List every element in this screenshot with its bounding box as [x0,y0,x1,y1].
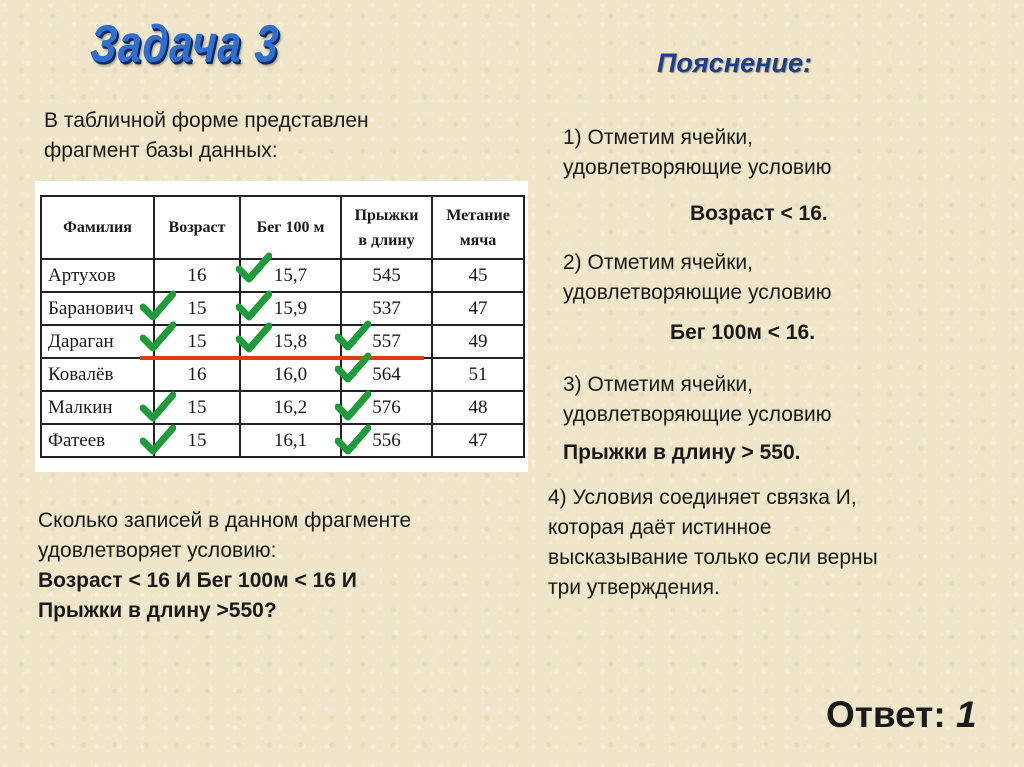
intro-line-1: В табличной форме представлен [44,109,369,132]
check-icon [140,391,176,423]
cell-throw: 47 [432,292,524,325]
cell-throw: 47 [432,424,524,457]
cell-age: 15 [154,424,240,457]
header-jump-line-2: в длину [358,231,415,249]
answer [826,694,977,736]
header-name: Фамилия [41,196,154,259]
header-age: Возраст [154,196,240,259]
cell-name: Баранович [41,292,154,325]
cell-jump: 557 [341,325,432,358]
explanation-heading: Пояснение: [657,48,812,78]
answer-label: Ответ: [826,694,946,735]
header-jump [341,196,432,259]
strike-line [140,356,424,360]
cell-jump: 576 [341,391,432,424]
table-header-row [41,196,524,259]
table-row [41,424,524,457]
step-4 [548,483,998,603]
table-row [41,292,524,325]
cell-jump: 564 [341,358,432,391]
cell-throw: 48 [432,391,524,424]
question-line-2: удовлетворяет условию: [38,539,277,562]
step-4-line-1: 4) Условия соединяет связка И, [548,486,857,509]
header-run: Бег 100 м [240,196,341,259]
cell-name: Дараган [41,325,154,358]
step-3-line-1: 3) Отметим ячейки, [563,373,753,396]
check-icon [236,252,272,284]
question-text [38,506,508,626]
step-3 [563,370,832,430]
cell-run: 15,8 [240,325,341,358]
step-2-condition: Бег 100м < 16. [670,321,816,344]
slide-title: Задача 3 [88,14,281,73]
cell-jump: 537 [341,292,432,325]
cell-age: 15 [154,292,240,325]
step-1 [563,123,832,183]
cell-jump: 545 [341,259,432,292]
cell-name: Артухов [41,259,154,292]
check-icon [140,290,176,322]
question-condition-line-2: Прыжки в длину >550? [38,599,277,622]
step-4-line-3: высказывание только если верны [548,546,878,569]
check-icon [140,424,176,456]
intro-text [44,106,484,166]
cell-name: Фатеев [41,424,154,457]
table-row [41,325,524,358]
check-icon [335,320,371,352]
step-1-condition: Возраст < 16. [690,202,828,225]
step-4-line-4: три утверждения. [548,576,720,599]
step-2-line-2: удовлетворяющие условию [563,281,832,304]
answer-value: 1 [955,694,977,735]
cell-age: 15 [154,391,240,424]
check-icon [236,290,272,322]
question-condition-line-1: Возраст < 16 И Бег 100м < 16 И [38,569,357,592]
cell-throw: 45 [432,259,524,292]
question-line-1: Сколько записей в данном фрагменте [38,509,412,532]
cell-age: 15 [154,325,240,358]
cell-run: 16,1 [240,424,341,457]
header-jump-line-1: Прыжки [354,206,419,224]
step-2 [563,248,832,308]
database-table [40,195,525,458]
check-icon [335,352,371,384]
step-2-line-1: 2) Отметим ячейки, [563,251,753,274]
cell-jump: 556 [341,424,432,457]
cell-run: 16,2 [240,391,341,424]
table-row [41,259,524,292]
cell-run: 16,0 [240,358,341,391]
step-1-line-1: 1) Отметим ячейки, [563,126,753,149]
cell-run: 15,9 [240,292,341,325]
step-3-line-2: удовлетворяющие условию [563,403,832,426]
cell-name: Ковалёв [41,358,154,391]
step-3-condition: Прыжки в длину > 550. [563,441,801,464]
header-throw-line-1: Метание [446,206,510,224]
cell-age: 16 [154,358,240,391]
check-icon [335,424,371,456]
check-icon [236,322,272,354]
step-1-line-2: удовлетворяющие условию [563,156,832,179]
cell-run: 15,7 [240,259,341,292]
cell-throw: 51 [432,358,524,391]
table-row [41,358,524,391]
cell-throw: 49 [432,325,524,358]
check-icon [140,321,176,353]
cell-age: 16 [154,259,240,292]
cell-name: Малкин [41,391,154,424]
header-throw [432,196,524,259]
check-icon [335,390,371,422]
table-row [41,391,524,424]
header-throw-line-2: мяча [459,231,497,249]
intro-line-2: фрагмент базы данных: [44,139,278,162]
database-table-panel [35,181,528,472]
step-4-line-2: которая даёт истинное [548,516,772,539]
